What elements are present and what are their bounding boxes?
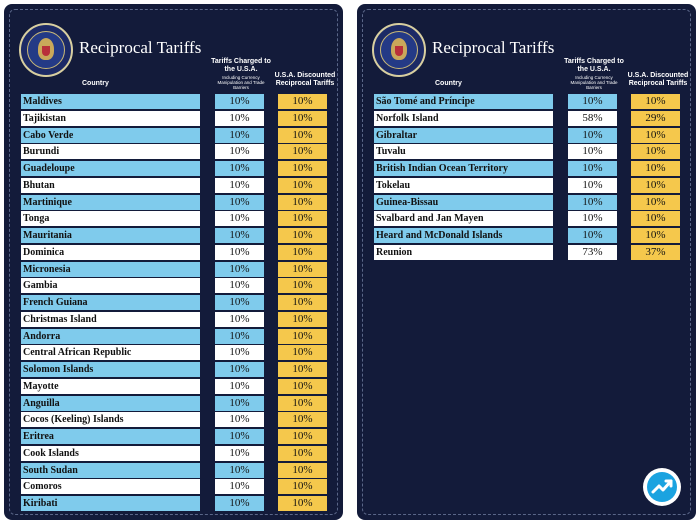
table-row: [4, 144, 343, 159]
table-row: [4, 161, 343, 176]
table-row: [4, 496, 343, 511]
discounted-cell: 10%: [278, 329, 327, 344]
charged-cell: 10%: [215, 329, 264, 344]
country-cell: Cabo Verde: [21, 128, 200, 143]
table-row: [4, 245, 343, 260]
header-charged-sublabel: Including Currency Manipulation and Trade Barriers: [570, 75, 618, 90]
country-cell: Christmas Island: [21, 312, 200, 327]
discounted-cell: 10%: [278, 379, 327, 394]
discounted-cell: 10%: [278, 94, 327, 109]
charged-cell: 10%: [215, 295, 264, 310]
country-cell: Bhutan: [21, 178, 200, 193]
chart-logo-icon: [643, 468, 681, 506]
discounted-cell: 10%: [278, 195, 327, 210]
charged-cell: 10%: [568, 144, 617, 159]
country-cell: Tonga: [21, 211, 200, 226]
header-charged-sublabel: Including Currency Manipulation and Trade Barriers: [217, 75, 265, 90]
table-row: [4, 111, 343, 126]
charged-cell: 10%: [215, 228, 264, 243]
discounted-cell: 10%: [278, 211, 327, 226]
country-cell: Norfolk Island: [374, 111, 553, 126]
table-row: [4, 345, 343, 360]
header-discounted: U.S.A. Discounted Reciprocal Tariffs: [274, 72, 336, 87]
country-cell: Martinique: [21, 195, 200, 210]
charged-cell: 73%: [568, 245, 617, 260]
charged-cell: 10%: [568, 195, 617, 210]
table-row: [357, 144, 696, 159]
country-cell: British Indian Ocean Territory: [374, 161, 553, 176]
discounted-cell: 10%: [278, 262, 327, 277]
charged-cell: 10%: [215, 111, 264, 126]
header-charged-label: Tariffs Charged to the U.S.A.: [564, 58, 624, 73]
charged-cell: 10%: [568, 178, 617, 193]
charged-cell: 10%: [215, 161, 264, 176]
table-row: [4, 278, 343, 293]
table-row: [4, 295, 343, 310]
discounted-cell: 10%: [278, 111, 327, 126]
discounted-cell: 10%: [278, 446, 327, 461]
table-row: [4, 312, 343, 327]
table-row: [4, 396, 343, 411]
table-row: [357, 178, 696, 193]
charged-cell: 10%: [568, 128, 617, 143]
charged-cell: 10%: [215, 412, 264, 427]
country-cell: Cook Islands: [21, 446, 200, 461]
table-row: [357, 211, 696, 226]
charged-cell: 10%: [215, 178, 264, 193]
header-charged: [211, 58, 271, 90]
discounted-cell: 10%: [278, 312, 327, 327]
country-cell: Andorra: [21, 329, 200, 344]
country-cell: Comoros: [21, 479, 200, 494]
discounted-cell: 10%: [278, 463, 327, 478]
header-discounted: U.S.A. Discounted Reciprocal Tariffs: [627, 72, 689, 87]
discounted-cell: 10%: [631, 161, 680, 176]
charged-cell: 10%: [215, 345, 264, 360]
country-cell: Eritrea: [21, 429, 200, 444]
discounted-cell: 10%: [278, 161, 327, 176]
country-cell: Mauritania: [21, 228, 200, 243]
page-title: Reciprocal Tariffs: [79, 38, 202, 57]
country-cell: Svalbard and Jan Mayen: [374, 211, 553, 226]
country-cell: São Tomé and Príncipe: [374, 94, 553, 109]
discounted-cell: 10%: [278, 128, 327, 143]
country-cell: Solomon Islands: [21, 362, 200, 377]
country-cell: Guadeloupe: [21, 161, 200, 176]
charged-cell: 10%: [215, 278, 264, 293]
discounted-cell: 10%: [278, 479, 327, 494]
table-row: [4, 195, 343, 210]
charged-cell: 10%: [215, 211, 264, 226]
discounted-cell: 37%: [631, 245, 680, 260]
country-cell: Burundi: [21, 144, 200, 159]
discounted-cell: 10%: [278, 345, 327, 360]
country-cell: Gambia: [21, 278, 200, 293]
table-row: [4, 412, 343, 427]
discounted-cell: 10%: [631, 228, 680, 243]
country-cell: Gibraltar: [374, 128, 553, 143]
charged-cell: 10%: [215, 128, 264, 143]
discounted-cell: 10%: [278, 278, 327, 293]
table-row: [4, 362, 343, 377]
discounted-cell: 10%: [278, 496, 327, 511]
charged-cell: 10%: [568, 211, 617, 226]
charged-cell: 10%: [568, 228, 617, 243]
table-row: [357, 94, 696, 109]
page-title: Reciprocal Tariffs: [432, 38, 555, 57]
table-row: [4, 211, 343, 226]
country-cell: Micronesia: [21, 262, 200, 277]
header-country: Country: [82, 80, 109, 87]
charged-cell: 10%: [215, 379, 264, 394]
country-cell: French Guiana: [21, 295, 200, 310]
charged-cell: 10%: [215, 396, 264, 411]
discounted-cell: 10%: [278, 144, 327, 159]
table-row: [357, 161, 696, 176]
table-row: [4, 94, 343, 109]
table-row: [357, 128, 696, 143]
charged-cell: 10%: [215, 144, 264, 159]
charged-cell: 10%: [215, 94, 264, 109]
table-row: [357, 111, 696, 126]
charged-cell: 10%: [215, 496, 264, 511]
discounted-cell: 10%: [631, 94, 680, 109]
right-panel: [357, 4, 696, 520]
country-cell: Guinea-Bissau: [374, 195, 553, 210]
country-cell: South Sudan: [21, 463, 200, 478]
table-row: [4, 178, 343, 193]
charged-cell: 10%: [215, 312, 264, 327]
table-row: [357, 228, 696, 243]
discounted-cell: 10%: [631, 195, 680, 210]
discounted-cell: 10%: [631, 178, 680, 193]
left-panel: [4, 4, 343, 520]
discounted-cell: 10%: [278, 396, 327, 411]
country-cell: Mayotte: [21, 379, 200, 394]
discounted-cell: 10%: [631, 128, 680, 143]
discounted-cell: 10%: [278, 178, 327, 193]
discounted-cell: 10%: [278, 295, 327, 310]
discounted-cell: 10%: [278, 362, 327, 377]
country-cell: Cocos (Keeling) Islands: [21, 412, 200, 427]
country-cell: Reunion: [374, 245, 553, 260]
header-country: Country: [435, 80, 462, 87]
discounted-cell: 10%: [631, 211, 680, 226]
discounted-cell: 10%: [278, 412, 327, 427]
presidential-seal-icon: [19, 23, 73, 77]
table-row: [4, 479, 343, 494]
charged-cell: 58%: [568, 111, 617, 126]
charged-cell: 10%: [568, 94, 617, 109]
charged-cell: 10%: [568, 161, 617, 176]
discounted-cell: 29%: [631, 111, 680, 126]
discounted-cell: 10%: [278, 429, 327, 444]
presidential-seal-icon: [372, 23, 426, 77]
table-row: [4, 228, 343, 243]
country-cell: Tokelau: [374, 178, 553, 193]
table-row: [357, 245, 696, 260]
header-charged-label: Tariffs Charged to the U.S.A.: [211, 58, 271, 73]
country-cell: Central African Republic: [21, 345, 200, 360]
charged-cell: 10%: [215, 446, 264, 461]
charged-cell: 10%: [215, 262, 264, 277]
table-row: [4, 262, 343, 277]
country-cell: Dominica: [21, 245, 200, 260]
country-cell: Kiribati: [21, 496, 200, 511]
charged-cell: 10%: [215, 463, 264, 478]
table-row: [4, 329, 343, 344]
table-row: [4, 429, 343, 444]
table-row: [4, 128, 343, 143]
table-row: [4, 463, 343, 478]
table-row: [4, 446, 343, 461]
charged-cell: 10%: [215, 195, 264, 210]
country-cell: Tajikistan: [21, 111, 200, 126]
charged-cell: 10%: [215, 429, 264, 444]
charged-cell: 10%: [215, 362, 264, 377]
discounted-cell: 10%: [278, 245, 327, 260]
charged-cell: 10%: [215, 245, 264, 260]
table-row: [4, 379, 343, 394]
discounted-cell: 10%: [631, 144, 680, 159]
country-cell: Maldives: [21, 94, 200, 109]
charged-cell: 10%: [215, 479, 264, 494]
table-row: [357, 195, 696, 210]
country-cell: Anguilla: [21, 396, 200, 411]
country-cell: Heard and McDonald Islands: [374, 228, 553, 243]
country-cell: Tuvalu: [374, 144, 553, 159]
discounted-cell: 10%: [278, 228, 327, 243]
header-charged: [564, 58, 624, 90]
